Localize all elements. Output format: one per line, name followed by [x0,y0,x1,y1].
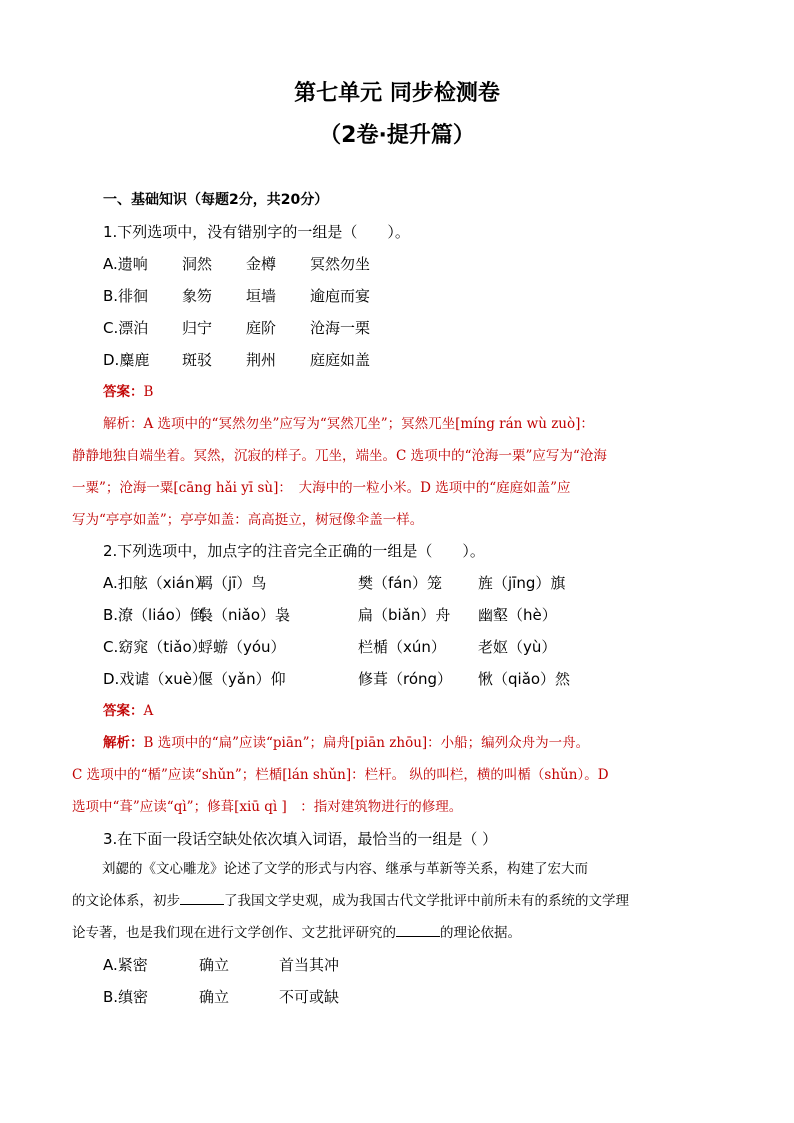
q1-option-d [103,350,370,370]
option-word: C.窈窕（tiǎo） [103,638,207,656]
option-word: A.扣舷（xián） [103,574,210,592]
option-word: 确立 [199,956,230,974]
option-word: 袅（niǎo）袅 [198,606,291,624]
fill-blank [396,922,440,937]
option-word: 蜉蝣（yóu） [198,638,286,656]
explanation-line: 一粟”；沧海一粟[cāng hǎi yī sù]： 大海中的一粒小米。D 选项中的“庭庭如盖”应 [72,480,571,496]
answer-label: 答案： [103,703,144,719]
option-word: 荆州 [246,351,277,369]
q3-option-b [103,987,339,1007]
explanation-line [72,727,732,759]
q1-option-c [103,318,370,338]
option-word: 幽壑（hè） [478,606,557,624]
option-word: 归宁 [182,319,213,337]
option-word: 逾庖而宴 [310,287,371,305]
explanation-text: B 选项中的“扁”应读“piān”；扁舟[piān zhōu]：小船；编列众舟为一舟。 [143,735,590,751]
explanation-line: 选项中“葺”应读“qì”；修葺[xiū qì ] ：指对建筑物进行的修理。 [72,799,463,815]
option-word: 斑驳 [182,351,213,369]
option-word: B.缜密 [103,988,149,1006]
option-word: 垣墙 [246,287,277,305]
question-1-stem: 1.下列选项中，没有错别字的一组是（ ）。 [103,223,410,241]
option-word: A.遗响 [103,255,148,273]
section-heading: 一、基础知识（每题2分，共20分） [103,192,329,208]
option-word: 庭阶 [246,319,277,337]
option-word: 扁（biǎn）舟 [358,606,451,624]
q2-option-c [103,637,556,657]
q3-passage [72,853,732,949]
option-word: 愀（qiǎo）然 [478,670,571,688]
option-word: B.潦（liáo）倒 [103,606,205,624]
explanation-line: C 选项中的“楯”应读“shǔn”；栏楯[lán shǔn]：栏杆。 纵的叫栏，横的叫楯（shǔn）。D [72,767,609,783]
explanation-label: 解析： [103,735,144,751]
q2-option-a [103,573,565,593]
explanation-line: 解析：A 选项中的“冥然勿坐”应写为“冥然兀坐”；冥然兀坐[míng rán wù zuò]： [103,416,594,432]
option-word: 冥然勿坐 [310,255,371,273]
option-word: 樊（fán）笼 [358,574,442,592]
q2-explanation [72,727,732,823]
passage-text: 论专著，也是我们现在进行文学创作、文艺批评研究的 [72,925,396,941]
passage-text: 的文论体系，初步 [72,893,180,909]
option-word: 庭庭如盖 [310,351,371,369]
option-word: C.漂泊 [103,319,149,337]
q1-option-b [103,286,370,306]
answer-value: B [143,384,154,400]
option-word: D.麋鹿 [103,351,150,369]
page-subtitle: （2卷·提升篇） [319,123,475,148]
option-word: 不可或缺 [279,988,340,1006]
q2-option-b [103,605,557,625]
option-word: 确立 [199,988,230,1006]
passage-line: 刘勰的《文心雕龙》论述了文学的形式与内容、继承与革新等关系，构建了宏大而 [102,861,588,877]
q2-answer [103,701,153,721]
option-word: 洞然 [182,255,213,273]
q2-option-d [103,669,570,689]
fill-blank [180,890,224,905]
option-word: 修葺（róng） [358,670,453,688]
option-word: 羁（jī）鸟 [198,574,267,592]
answer-value: A [143,703,154,719]
passage-line [72,885,732,917]
option-word: B.徘徊 [103,287,149,305]
question-3-stem: 3.在下面一段话空缺处依次填入词语，最恰当的一组是（ ） [103,830,498,848]
explanation-line: 写为“亭亭如盖”；亭亭如盖：高高挺立，树冠像伞盖一样。 [72,512,424,528]
page-title: 第七单元 同步检测卷 [294,81,500,106]
q1-answer [103,382,153,402]
q1-option-a [103,254,370,274]
passage-text: 了我国文学史观，成为我国古代文学批评中前所未有的系统的文学理 [224,893,629,909]
option-word: 旌（jīng）旗 [478,574,566,592]
option-word: 沧海一栗 [310,319,371,337]
option-word: A.紧密 [103,956,148,974]
q3-option-a [103,955,339,975]
option-word: 象笏 [182,287,213,305]
option-word: 首当其冲 [279,956,340,974]
q1-explanation [72,408,732,536]
option-word: 金樽 [246,255,277,273]
passage-text: 的理论依据。 [440,925,521,941]
passage-line [72,917,732,949]
answer-label: 答案： [103,384,144,400]
question-2-stem: 2.下列选项中，加点字的注音完全正确的一组是（ ）。 [103,542,485,560]
option-word: 栏楯（xún） [358,638,446,656]
option-word: 老妪（yù） [478,638,557,656]
option-word: 偃（yǎn）仰 [198,670,286,688]
explanation-line: 静静地独自端坐着。冥然，沉寂的样子。兀坐，端坐。C 选项中的“沧海一栗”应写为“沧海 [72,448,607,464]
option-word: D.戏谑（xuè） [103,670,207,688]
